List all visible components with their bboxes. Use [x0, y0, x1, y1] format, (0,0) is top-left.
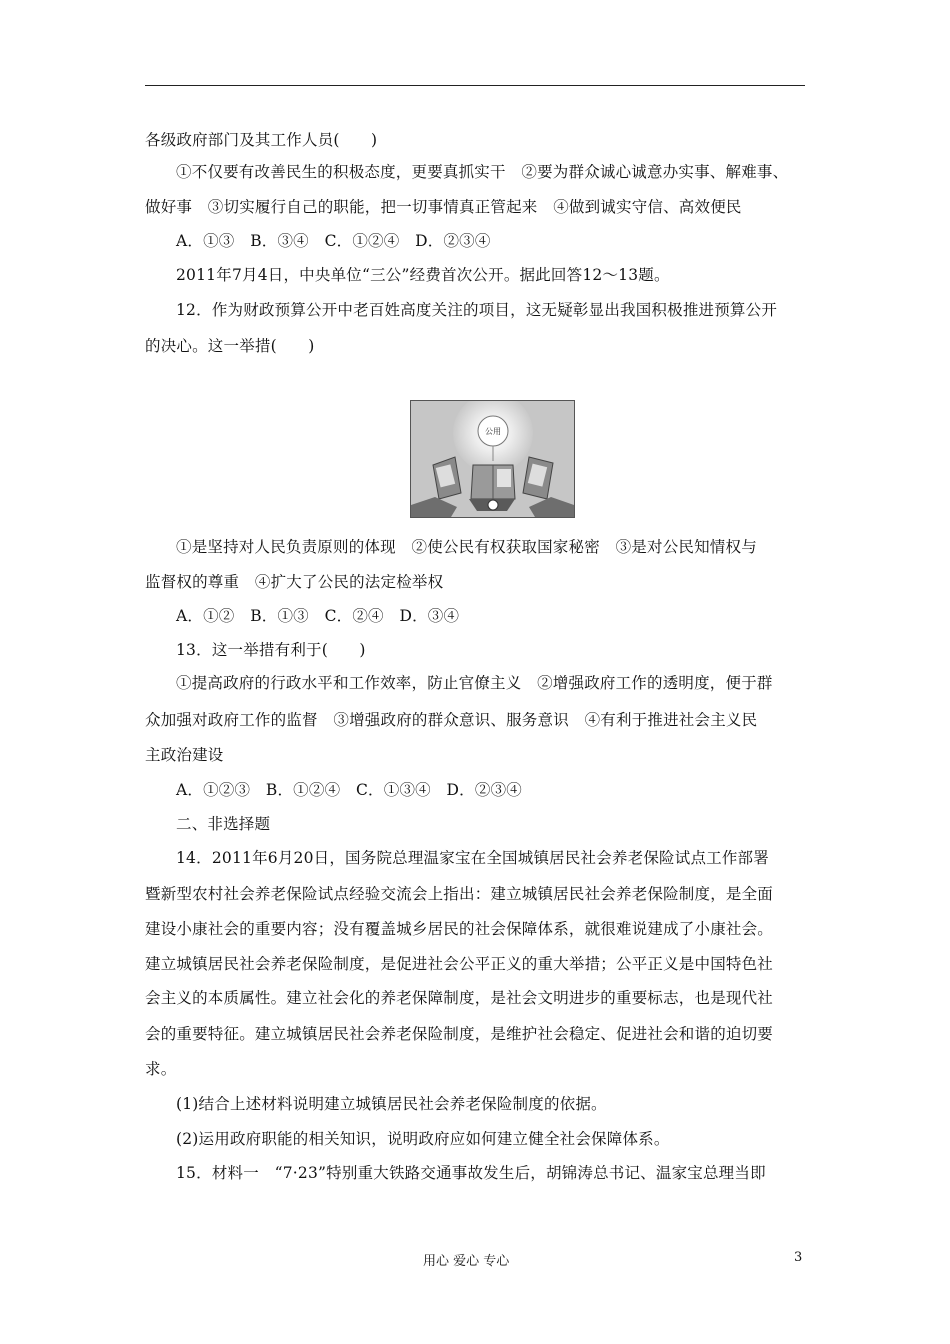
text-line: 会的重要特征。建立城镇居民社会养老保险制度，是维护社会稳定、促进社会和谐的迫切要	[145, 1025, 774, 1043]
text-line: 建设小康社会的重要内容；没有覆盖城乡居民的社会保障体系，就很难说建成了小康社会。	[145, 920, 774, 938]
public-funds-illustration	[410, 400, 575, 518]
text-line: 各级政府部门及其工作人员( )	[145, 131, 378, 149]
figure-label: 公用	[485, 427, 501, 436]
question-13: 13．这一举措有利于( )	[176, 641, 366, 659]
page-number: 3	[794, 1250, 803, 1265]
text-line: ①提高政府的行政水平和工作效率，防止官僚主义 ②增强政府工作的透明度，便于群	[176, 674, 773, 692]
text-line: 监督权的尊重 ④扩大了公民的法定检举权	[145, 573, 444, 591]
text-line: (2)运用政府职能的相关知识，说明政府应如何建立健全社会保障体系。	[176, 1130, 670, 1148]
footer-slogan: 用心 爱心 专心	[423, 1254, 510, 1269]
text-line: ①是坚持对人民负责原则的体现 ②使公民有权获取国家秘密 ③是对公民知情权与	[176, 538, 757, 556]
text-line: 会主义的本质属性。建立社会化的养老保障制度，是社会文明进步的重要标志，也是现代社	[145, 989, 774, 1007]
question-14: 14．2011年6月20日，国务院总理温家宝在全国城镇居民社会养老保险试点工作部署	[176, 849, 769, 867]
text-line: 求。	[145, 1060, 177, 1078]
text-line: 暨新型农村社会养老保险试点经验交流会上指出：建立城镇居民社会养老保险制度，是全面	[145, 885, 774, 903]
text-line: 做好事 ③切实履行自己的职能，把一切事情真正管起来 ④做到诚实守信、高效便民	[145, 198, 742, 216]
question-12: 12．作为财政预算公开中老百姓高度关注的项目，这无疑彰显出我国积极推进预算公开	[176, 301, 778, 319]
text-line: 2011年7月4日，中央单位“三公”经费首次公开。据此回答12～13题。	[176, 266, 670, 284]
text-line: 主政治建设	[145, 746, 224, 764]
text-line: ①不仅要有改善民生的积极态度，更要真抓实干 ②要为群众诚心诚意办实事、解难事、	[176, 163, 789, 181]
section-heading: 二、非选择题	[176, 815, 271, 833]
text-line: 众加强对政府工作的监督 ③增强政府的群众意识、服务意识 ④有利于推进社会主义民	[145, 711, 758, 729]
text-line: (1)结合上述材料说明建立城镇居民社会养老保险制度的依据。	[176, 1095, 607, 1113]
text-line: A．①②③ B．①②④ C．①③④ D．②③④	[176, 781, 522, 799]
text-line: 建立城镇居民社会养老保险制度，是促进社会公平正义的重大举措；公平正义是中国特色社	[145, 955, 774, 973]
text-line: 的决心。这一举措( )	[145, 337, 315, 355]
illustration-drawing	[411, 401, 574, 517]
text-line: A．①③ B．③④ C．①②④ D．②③④	[176, 232, 491, 250]
text-line: A．①② B．①③ C．②④ D．③④	[176, 607, 460, 625]
header-rule	[145, 85, 805, 86]
question-15: 15．材料一 “7·23”特别重大铁路交通事故发生后，胡锦涛总书记、温家宝总理当即	[176, 1164, 766, 1182]
